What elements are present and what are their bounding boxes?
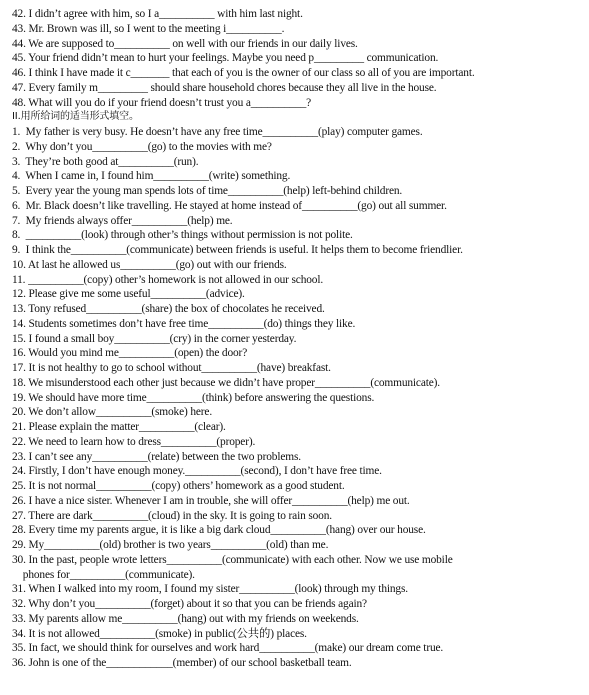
exercise-line: 23. I can’t see any__________(relate) between the two problems.: [12, 450, 301, 463]
exercise-line: phones for__________(communicate).: [12, 568, 195, 581]
exercise-line: 21. Please explain the matter__________(clear).: [12, 421, 226, 433]
exercise-line: 10. At last he allowed us__________(go) out with our friends.: [12, 258, 287, 271]
exercise-line: 27. There are dark__________(cloud) in the sky. It is going to rain soon.: [12, 509, 332, 522]
exercise-line: 22. We need to learn how to dress__________(proper).: [12, 435, 256, 448]
exercise-line: 3. They’re both good at__________(run).: [12, 155, 199, 168]
exercise-line: 13. Tony refused__________(share) the box of chocolates he received.: [12, 303, 325, 315]
exercise-line: 12. Please give me some useful__________(advice).: [12, 288, 245, 301]
exercise-line: 44. We are supposed to__________ on well with our friends in our daily lives.: [12, 37, 358, 50]
exercise-line: 45. Your friend didn’t mean to hurt your feelings. Maybe you need p_________ communication.: [12, 52, 439, 65]
exercise-line: 35. In fact, we should think for ourselves and work hard__________(make) our dream come true.: [12, 642, 444, 655]
exercise-line: 29. My__________(old) brother is two years__________(old) than me.: [12, 539, 329, 551]
exercise-line: 17. It is not healthy to go to school without__________(have) breakfast.: [12, 362, 331, 374]
exercise-line: 11. __________(copy) other’s homework is not allowed in our school.: [12, 273, 324, 286]
exercise-line: 47. Every family m_________ should share household chores because they all live in the house.: [12, 81, 437, 94]
exercise-line: 25. It is not normal__________(copy) others’ homework as a good student.: [12, 480, 345, 492]
exercise-line: 6. Mr. Black doesn’t like travelling. He stayed at home instead of__________(go) out all summer.: [12, 199, 447, 212]
exercise-line: 20. We don’t allow__________(smoke) here.: [12, 406, 213, 419]
exercise-line: 36. John is one of the____________(member) of our school basketball team.: [12, 657, 352, 669]
exercise-line: 5. Every year the young man spends lots of time__________(help) left-behind children.: [12, 185, 403, 197]
exercise-line: 31. When I walked into my room, I found my sister__________(look) through my things.: [12, 583, 408, 596]
exercise-line: 16. Would you mind me__________(open) the door?: [12, 347, 248, 360]
exercise-line: 18. We misunderstood each other just because we didn’t have proper__________(communicate).: [12, 376, 441, 389]
exercise-line: 15. I found a small boy__________(cry) in the corner yesterday.: [12, 332, 297, 345]
exercise-line: 33. My parents allow me__________(hang) out with my friends on weekends.: [12, 612, 359, 625]
exercise-line: 8. __________(look) through other’s things without permission is not polite.: [12, 229, 353, 242]
exercise-line: 28. Every time my parents argue, it is like a big dark cloud__________(hang) over our house.: [12, 524, 426, 537]
exercise-line: 9. I think the__________(communicate) between friends is useful. It helps them to become friendlier.: [12, 244, 463, 256]
exercise-line: 34. It is not allowed__________(smoke) in public(公共的) places.: [12, 627, 307, 640]
exercise-line: 30. In the past, people wrote letters__________(communicate) with each other. Now we use mobile: [12, 553, 453, 566]
exercise-line: 1. My father is very busy. He doesn’t have any free time__________(play) computer games.: [12, 126, 423, 138]
exercise-line: 7. My friends always offer__________(help) me.: [12, 214, 233, 227]
exercise-line: 46. I think I have made it c_______ that each of you is the owner of our class so all of you are important.: [12, 67, 475, 79]
exercise-line: 24. Firstly, I don’t have enough money.__________(second), I don’t have free time.: [12, 465, 382, 478]
exercise-line: 26. I have a nice sister. Whenever I am in trouble, she will offer__________(help) me out.: [12, 494, 410, 507]
exercise-line: 2. Why don’t you__________(go) to the movies with me?: [12, 140, 272, 153]
section-heading: II.用所给词的适当形式填空。: [12, 111, 139, 123]
exercise-line: 43. Mr. Brown was ill, so I went to the meeting i__________.: [12, 22, 285, 35]
exercise-line: 48. What will you do if your friend doesn’t trust you a__________?: [12, 96, 312, 109]
exercise-line: 19. We should have more time__________(think) before answering the questions.: [12, 391, 375, 404]
exercise-line: 32. Why don’t you__________(forget) about it so that you can be friends again?: [12, 598, 367, 610]
exercise-line: 14. Students sometimes don’t have free time__________(do) things they like.: [12, 317, 356, 330]
exercise-line: 42. I didn’t agree with him, so I a__________ with him last night.: [12, 8, 303, 20]
exercise-line: 4. When I came in, I found him__________(write) something.: [12, 170, 291, 183]
